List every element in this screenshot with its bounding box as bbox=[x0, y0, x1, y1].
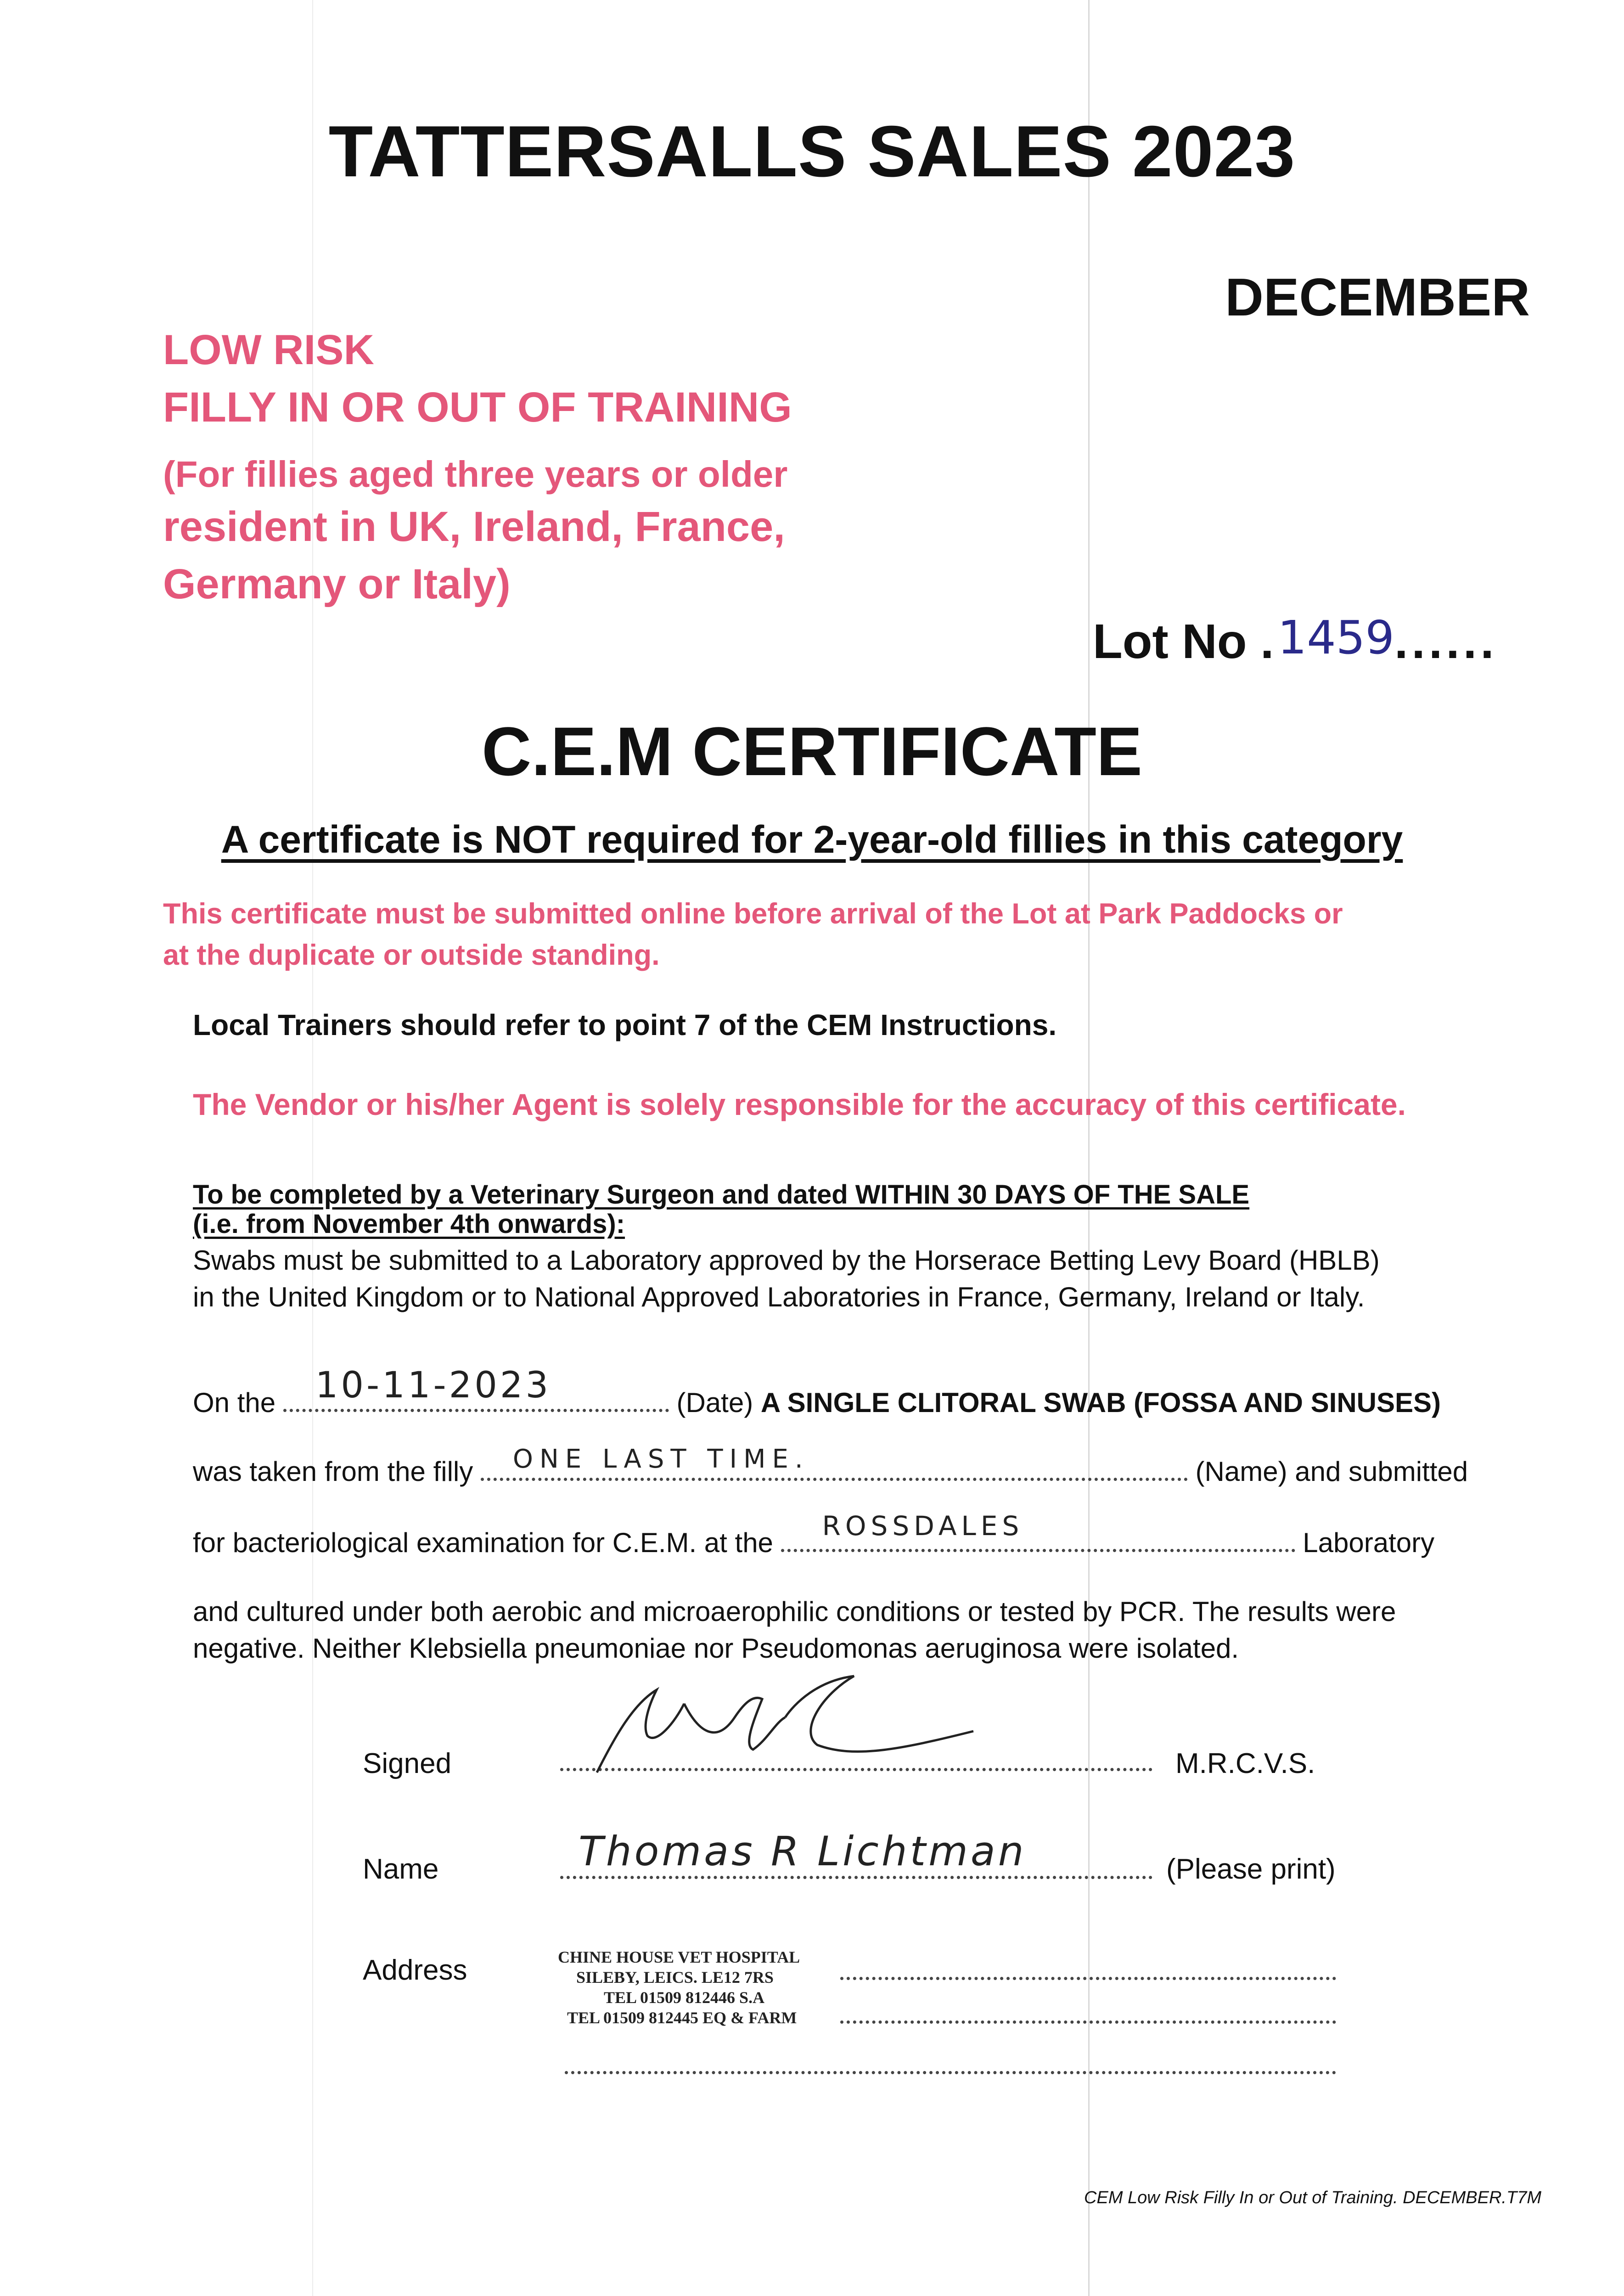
laboratory-row bbox=[193, 1510, 1435, 1559]
on-the-label: On the bbox=[193, 1387, 276, 1418]
vet-signature bbox=[579, 1667, 992, 1777]
residency-note-cont: Germany or Italy) bbox=[163, 561, 511, 608]
date-row bbox=[193, 1365, 1441, 1418]
taken-from-label: was taken from the filly bbox=[193, 1456, 473, 1487]
laboratory-label: Laboratory bbox=[1303, 1527, 1435, 1558]
vendor-responsibility-note: The Vendor or his/her Agent is solely responsible for the accuracy of this certificate. bbox=[193, 1087, 1406, 1121]
date-value: 10-11-2023 bbox=[315, 1365, 551, 1406]
swab-instructions-line2: in the United Kingdom or to National Approved Laboratories in France, Germany, Ireland or Italy. bbox=[193, 1282, 1365, 1312]
vet-instructions-heading bbox=[193, 1180, 1249, 1239]
address-line-2[interactable] bbox=[840, 2020, 1336, 2024]
address-label: Address bbox=[363, 1954, 467, 1986]
residency-note: resident in UK, Ireland, France, bbox=[163, 503, 785, 550]
results-line2: negative. Neither Klebsiella pneumoniae nor Pseudomonas aeruginosa were isolated. bbox=[193, 1633, 1239, 1664]
vet-instructions-heading-line2: (i.e. from November 4th onwards): bbox=[193, 1209, 625, 1239]
address-line-1[interactable] bbox=[840, 1977, 1336, 1980]
address-line-3[interactable] bbox=[565, 2071, 1336, 2074]
form-reference-code: CEM Low Risk Filly In or Out of Training. DECEMBER.T7M bbox=[1084, 2188, 1541, 2207]
document-title: TATTERSALLS SALES 2023 bbox=[328, 111, 1296, 192]
filly-row bbox=[193, 1444, 1468, 1487]
laboratory-value: ROSSDALES bbox=[822, 1510, 1024, 1542]
filly-name-field[interactable] bbox=[481, 1444, 1188, 1481]
signed-label: Signed bbox=[363, 1748, 452, 1779]
stamp-line1: CHINE HOUSE VET HOSPITAL bbox=[558, 1948, 800, 1966]
date-field[interactable] bbox=[283, 1365, 669, 1412]
vet-practice-stamp bbox=[558, 1947, 800, 2028]
scan-artifact-line bbox=[1088, 0, 1090, 2296]
certificate-title: C.E.M CERTIFICATE bbox=[482, 713, 1142, 790]
exam-label: for bacteriological examination for C.E.M. at the bbox=[193, 1527, 773, 1558]
lot-value: 1459 bbox=[1277, 611, 1394, 664]
date-label: (Date) bbox=[676, 1387, 753, 1418]
lot-number: Lot No .1459...... bbox=[1093, 611, 1498, 669]
mrcvs-label: M.R.C.V.S. bbox=[1175, 1748, 1315, 1779]
sale-month: DECEMBER bbox=[1225, 267, 1530, 327]
printed-name-value: Thomas R Lichtman bbox=[579, 1828, 1027, 1875]
risk-category: LOW RISK bbox=[163, 326, 374, 373]
stamp-line4: TEL 01509 812445 EQ & FARM bbox=[567, 2009, 797, 2027]
filly-name-value: ONE LAST TIME. bbox=[512, 1444, 809, 1474]
printed-name-field[interactable] bbox=[560, 1828, 1152, 1879]
swab-instructions-line1: Swabs must be submitted to a Laboratory approved by the Horserace Betting Levy Board (HBLB) bbox=[193, 1245, 1380, 1276]
submission-note: This certificate must be submitted online before arrival of the Lot at Park Paddocks or bbox=[163, 898, 1343, 930]
swab-description: A SINGLE CLITORAL SWAB (FOSSA AND SINUSES) bbox=[760, 1387, 1441, 1418]
please-print-label: (Please print) bbox=[1166, 1853, 1336, 1885]
results-statement bbox=[193, 1593, 1396, 1667]
laboratory-field[interactable] bbox=[781, 1510, 1295, 1552]
filly-category: FILLY IN OR OUT OF TRAINING bbox=[163, 384, 792, 431]
stamp-line3: TEL 01509 812446 S.A bbox=[604, 1988, 765, 2007]
local-trainers-note: Local Trainers should refer to point 7 of the CEM Instructions. bbox=[193, 1008, 1057, 1041]
eligibility-note: (For fillies aged three years or older bbox=[163, 454, 788, 495]
swab-instructions bbox=[193, 1242, 1380, 1316]
lot-label: Lot No bbox=[1093, 614, 1247, 669]
name-label: Name bbox=[363, 1853, 439, 1885]
submission-note-cont: at the duplicate or outside standing. bbox=[163, 939, 660, 971]
results-line1: and cultured under both aerobic and microaerophilic conditions or tested by PCR. The results were bbox=[193, 1596, 1396, 1627]
stamp-line2: SILEBY, LEICS. LE12 7RS bbox=[576, 1968, 774, 1986]
vet-instructions-heading-line1: To be completed by a Veterinary Surgeon and dated WITHIN 30 DAYS OF THE SALE bbox=[193, 1180, 1250, 1210]
not-required-notice: A certificate is NOT required for 2-year-old fillies in this category bbox=[221, 818, 1403, 861]
name-submitted-label: (Name) and submitted bbox=[1195, 1456, 1468, 1487]
